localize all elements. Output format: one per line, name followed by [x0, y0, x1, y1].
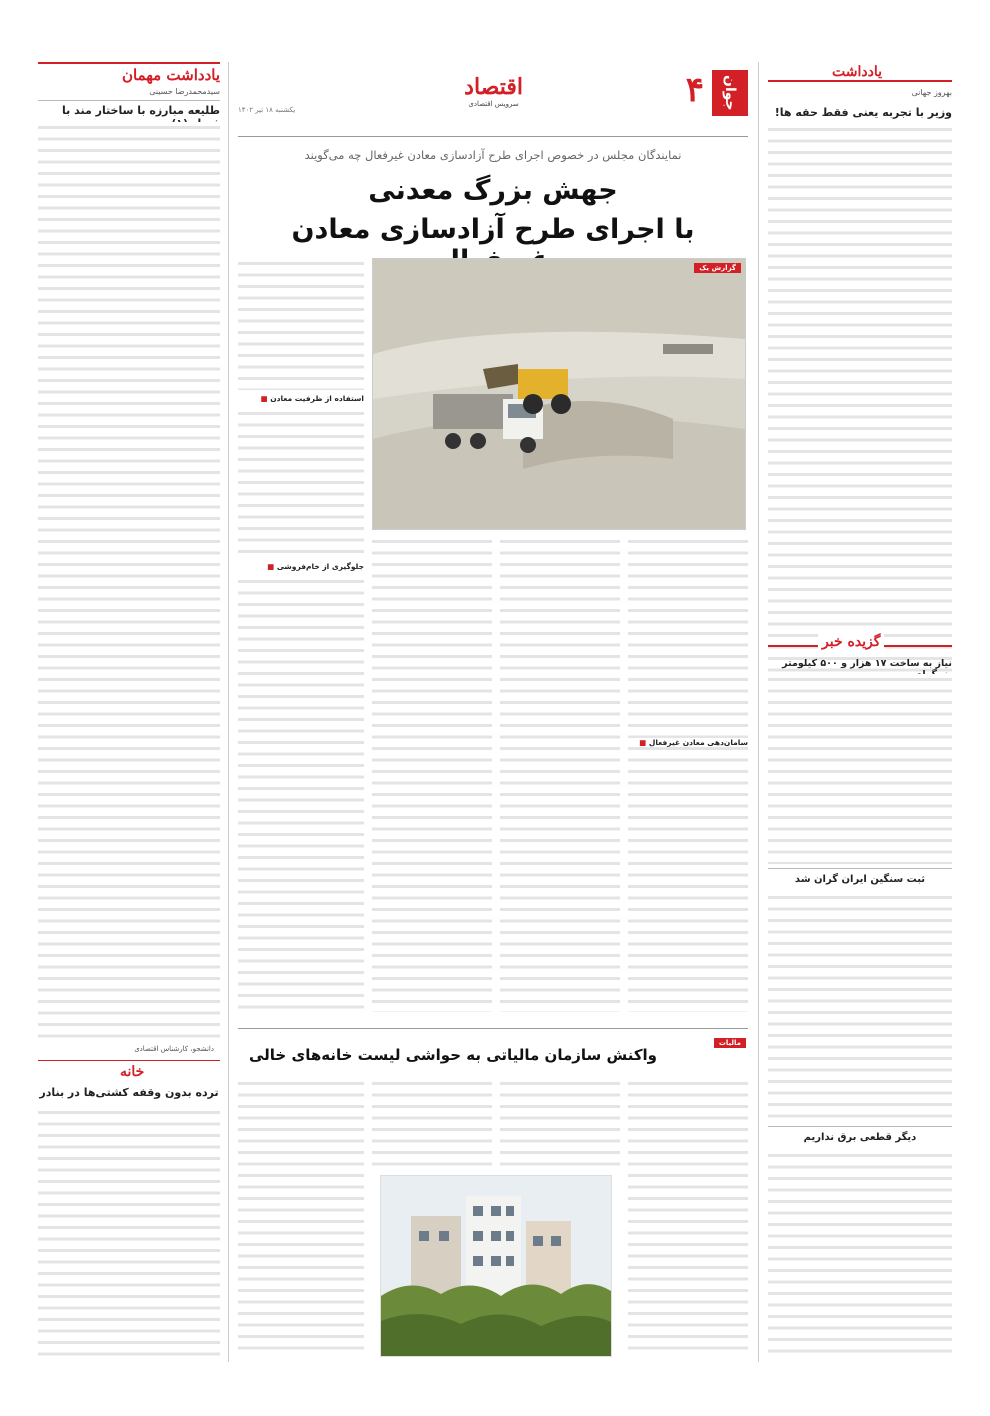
subhead-3: سامان‌دهی معادن غیرفعال ■ [628, 738, 748, 747]
left-article-title: طلیعه مبارزه با ساختار مند با [62, 104, 220, 117]
main-headline-line2: با اجرای طرح آزادسازی معادن [291, 214, 695, 245]
main-column-narrow [238, 258, 364, 390]
left-section2-title: ترده بدون وقفه کشتی‌ها در بنادر [39, 1086, 219, 1099]
page-number: ۴ [685, 70, 704, 110]
news3-body [768, 1150, 952, 1358]
subhead-2: جلوگیری از خام‌فروشی ■ [267, 562, 364, 571]
main-col-1 [238, 576, 364, 1012]
subhead-1: استفاده از ظرفیت معادن ■ [260, 394, 364, 403]
left-column [38, 62, 220, 1362]
news3-title: دیگر قطعی برق نداریم [803, 1132, 917, 1143]
second-headline: واکنش سازمان مالیاتی به حواشی لیست خانه‌های خالی [248, 1046, 658, 1064]
main-headline-line1: جهش بزرگ معدنی [368, 175, 618, 206]
second-col-4 [628, 1078, 748, 1358]
masthead [238, 70, 748, 120]
main-col-3 [500, 536, 620, 1012]
second-col-3 [500, 1078, 620, 1166]
mining-scene [373, 259, 745, 529]
date-line: یکشنبه ۱۸ تیر ۱۴۰۲ [238, 106, 296, 114]
main-col-4 [628, 536, 748, 1012]
main-col-2 [372, 536, 492, 1012]
left-signoff: دانشجو، کارشناس اقتصادی [134, 1045, 214, 1053]
photo-tag: گزارش یک [694, 263, 741, 273]
news1-body [768, 674, 952, 864]
left-section2-header: خانه [120, 1064, 145, 1080]
buildings-photo [380, 1175, 612, 1357]
right-article-body [768, 124, 952, 684]
right-column [768, 62, 952, 1362]
main-kicker: نمایندگان مجلس در خصوص اجرای طرح آزادسازی معادن غیرفعال چه می‌گویند [304, 148, 682, 162]
left-section2-body [38, 1107, 220, 1362]
second-tag: مالیات [714, 1038, 746, 1048]
logo: جوان [712, 70, 748, 116]
right-section2-header: گزیده خبر [818, 634, 884, 650]
left-column-header: یادداشت مهمان [122, 66, 220, 84]
main-column-narrow-2 [238, 408, 364, 558]
right-author: بهروز جهانی [911, 88, 952, 97]
left-author: سیدمحمدرضا حسینی [149, 87, 220, 96]
buildings-scene [381, 1176, 611, 1356]
section-name: اقتصاد سرویس اقتصادی [464, 74, 523, 108]
mining-photo [372, 258, 746, 530]
right-column-header: یادداشت [828, 64, 886, 80]
news2-title: ثبت سنگین ایران گران شد [794, 874, 926, 885]
news2-body [768, 892, 952, 1124]
news1-title: نیاز به ساخت ۱۷ هزار و ۵۰۰ کیلومتر [782, 658, 952, 669]
right-article-title: وزیر با تجربه یعنی فقط حقه ها! [774, 106, 952, 119]
second-col-2 [372, 1078, 492, 1166]
left-article-body [38, 122, 220, 1040]
second-col-1 [238, 1078, 364, 1358]
